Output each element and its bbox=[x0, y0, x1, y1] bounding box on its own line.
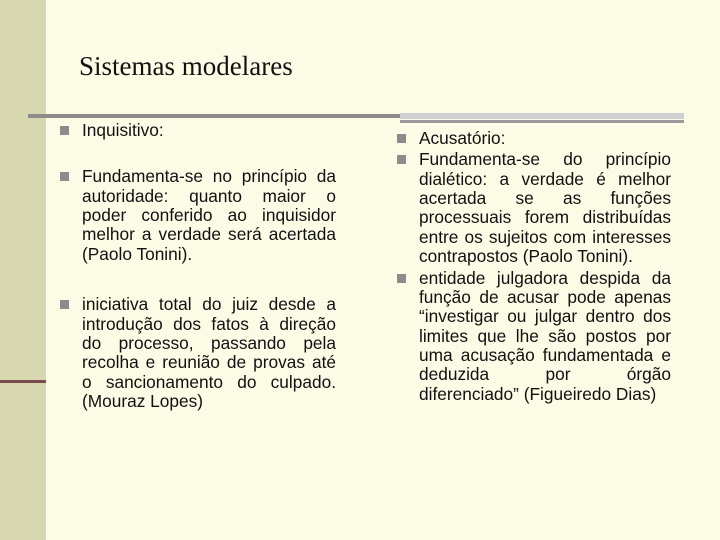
right-column bbox=[395, 129, 671, 404]
bullet-square-icon bbox=[60, 126, 69, 135]
item-text: Fundamenta-se no princípio da autoridade: quanto maior o poder conferido ao inquisidor melhor a verdade será acertada (Paolo Tonini). bbox=[82, 166, 336, 264]
list-item bbox=[58, 167, 336, 264]
item-text: iniciativa total do juiz desde a introdução dos fatos à direção do processo, passando pela recolha e reunião de provas até o sancionamento do culpado. (Mouraz Lopes) bbox=[82, 294, 336, 411]
list-item bbox=[58, 295, 336, 411]
side-band bbox=[0, 0, 46, 540]
bullet-square-icon bbox=[397, 274, 406, 283]
item-text: entidade julgadora despida da função de acusar pode apenas “investigar ou julgar dentro dos limites que lhe são postos por uma acusação fundamentada e deduzida por órgão diferenciado” (Figueiredo Dias) bbox=[419, 267, 671, 404]
item-text: Inquisitivo: bbox=[82, 120, 164, 140]
slide-title: Sistemas modelares bbox=[79, 51, 293, 81]
bullet-square-icon bbox=[60, 300, 69, 309]
list-item bbox=[395, 269, 671, 405]
title-divider-left bbox=[28, 114, 400, 118]
title-divider-right bbox=[400, 113, 684, 119]
title-divider-right-shadow bbox=[400, 120, 684, 123]
side-accent-line bbox=[0, 380, 46, 383]
list-item bbox=[395, 129, 671, 148]
bullet-square-icon bbox=[397, 155, 406, 164]
bullet-square-icon bbox=[397, 134, 406, 143]
bullet-square-icon bbox=[60, 172, 69, 181]
item-text: Fundamenta-se do princípio dialético: a verdade é melhor acertada se as funções processuais forem distribuídas entre os sujeitos com interesses contrapostos (Paolo Tonini). bbox=[419, 149, 671, 267]
list-item bbox=[58, 121, 336, 140]
item-text: Acusatório: bbox=[419, 128, 506, 148]
left-column bbox=[58, 121, 336, 411]
list-item bbox=[395, 150, 671, 266]
